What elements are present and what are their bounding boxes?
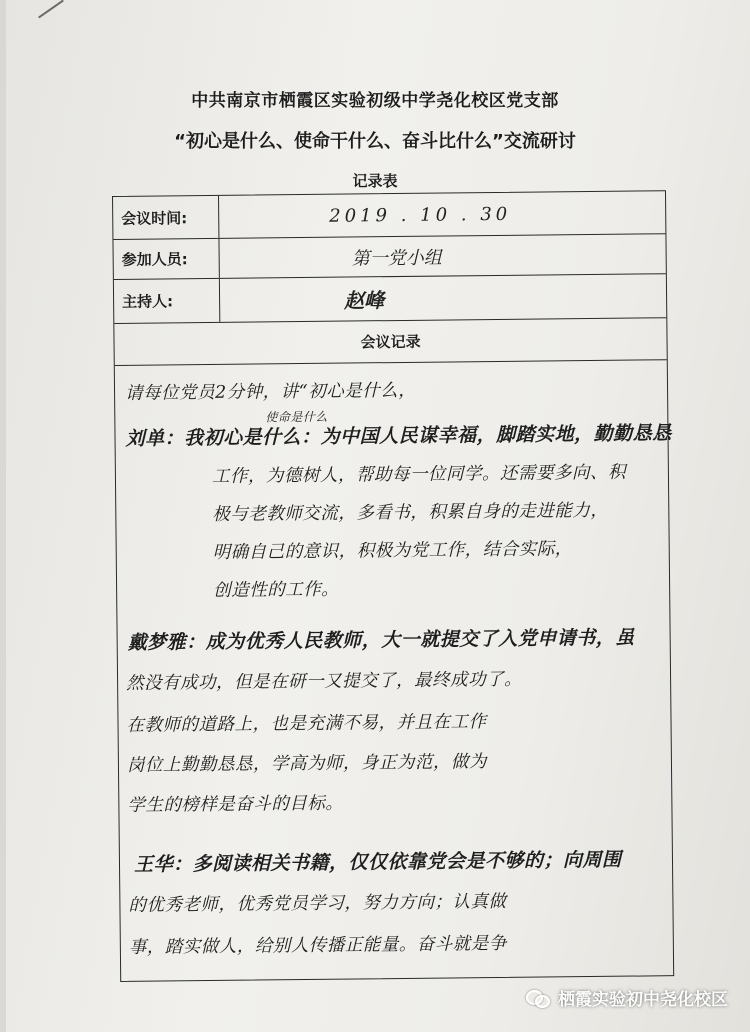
org-title: 中共南京市栖霞区实验初级中学尧化校区党支部 — [191, 91, 559, 111]
note-line: 明确自己的意识，积极为党工作，结合实际， — [212, 539, 573, 563]
meeting-time-row — [113, 191, 665, 240]
note-line: 工作，为德树人，帮助每一位同学。还需要多向、积 — [211, 462, 627, 487]
attendees-row — [113, 234, 665, 280]
host-row — [114, 274, 666, 324]
watermark-text: 栖霞实验初中尧化校区 — [558, 990, 728, 1010]
topic-title: “初心是什么、使命干什么、奋斗比什么”交流研讨 — [174, 131, 576, 152]
record-table — [112, 190, 674, 982]
pencil-mark — [38, 0, 64, 18]
note-line: 请每位党员2分钟，讲“初心是什么， — [124, 380, 417, 404]
note-line: 然没有成功，但是在研一又提交了，最终成功了。 — [126, 669, 523, 694]
note-insert: 使命是什么 — [265, 409, 328, 425]
meeting-notes — [115, 360, 673, 981]
note-line: 学生的榜样是奋斗的目标。 — [127, 793, 344, 816]
form-title: 记录表 — [352, 172, 398, 190]
records-header-row — [114, 318, 666, 366]
note-line: 极与老教师交流，多看书，积累自身的走进能力， — [212, 500, 609, 525]
note-line: 在教师的道路上，也是充满不易，并且在工作 — [126, 712, 487, 736]
note-line: 王华：多阅读相关书籍，仅仅依靠党会是不够的；向周围 — [133, 848, 622, 876]
note-line: 的优秀老师，优秀党员学习，努力方向；认真做 — [128, 891, 507, 916]
meeting-time-value: 2019 . 10 . 30 — [329, 203, 512, 227]
note-line: 戴梦雅：成为优秀人民教师，大一就提交了入党申请书，虽 — [127, 626, 635, 654]
note-line: 事，踏实做人，给别人传播正能量。奋斗就是争 — [128, 933, 507, 958]
note-line: 岗位上勤勤恳恳，学高为师，身正为范，做为 — [126, 752, 488, 776]
records-label: 会议记录 — [360, 332, 421, 352]
watermark — [526, 985, 728, 1010]
host-value: 赵峰 — [343, 288, 385, 313]
host-label: 主持人: — [114, 279, 220, 323]
meeting-time-label: 会议时间: — [113, 196, 219, 239]
note-line: 刘单：我初心是什么：为中国人民谋幸福，脚踏实地，勤勤恳恳 — [125, 422, 672, 450]
attendees-label: 参加人员: — [113, 239, 219, 279]
note-line: 创造性的工作。 — [213, 579, 340, 601]
attendees-value: 第一党小组 — [351, 247, 442, 269]
wechat-icon — [526, 988, 552, 1008]
